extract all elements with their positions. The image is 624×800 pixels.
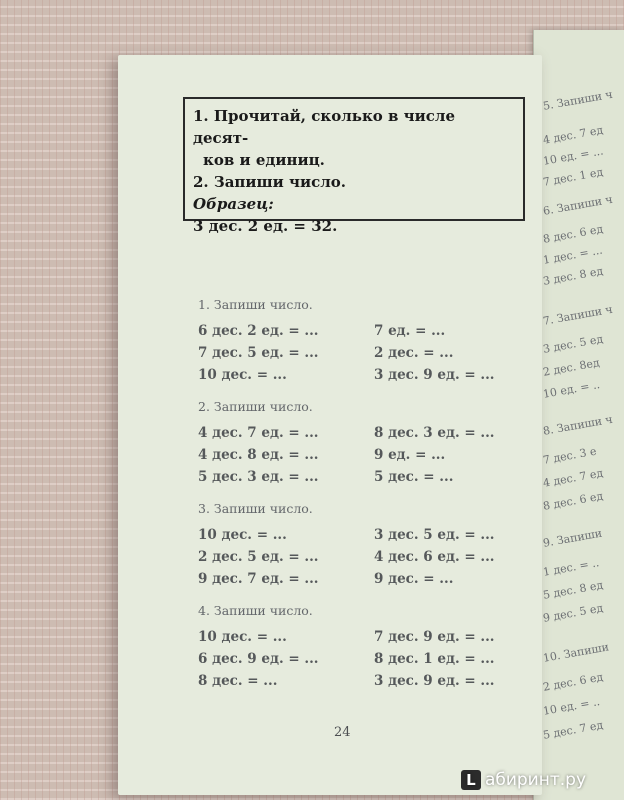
next-page-text: 10. Запиши bbox=[542, 640, 610, 665]
instruction-box bbox=[183, 97, 525, 235]
exercise-item: 6 дес. 2 ед. = ... bbox=[198, 323, 319, 339]
exercise-item: 8 дес. 1 ед. = ... bbox=[374, 651, 495, 667]
next-page-text: 7 дес. 3 е bbox=[542, 444, 598, 467]
next-page-text: 9. Запиши bbox=[542, 526, 603, 550]
labirint-logo-icon: L bbox=[461, 770, 481, 790]
exercises bbox=[198, 296, 518, 704]
instruction-line: 1. Прочитай, сколько в числе десят- bbox=[193, 107, 456, 147]
exercise-item: 3 дес. 9 ед. = ... bbox=[374, 673, 495, 689]
next-page-text: 10 ед. = ... bbox=[542, 144, 605, 168]
next-page-text: 4 дес. 7 ед bbox=[542, 123, 605, 147]
watermark bbox=[461, 770, 586, 790]
next-page-text: 10 ед. = .. bbox=[542, 695, 601, 718]
next-page-text: 4 дес. 7 ед bbox=[542, 466, 605, 490]
exercise-grid bbox=[198, 626, 518, 692]
next-page-text: 1 дес. = ... bbox=[542, 243, 604, 267]
exercise-item: 4 дес. 7 ед. = ... bbox=[198, 425, 319, 441]
next-page-text: 7 дес. 1 ед bbox=[542, 165, 605, 189]
exercise-item: 5 дес. = ... bbox=[374, 469, 454, 485]
next-page-text: 5 дес. 7 ед bbox=[542, 718, 605, 742]
next-page-text: 8 дес. 6 ед bbox=[542, 489, 605, 513]
exercise-item: 3 дес. 9 ед. = ... bbox=[374, 367, 495, 383]
exercise-item: 10 дес. = ... bbox=[198, 367, 287, 383]
page-number: 24 bbox=[334, 725, 351, 740]
exercise-item: 2 дес. = ... bbox=[374, 345, 454, 361]
exercise-item: 10 дес. = ... bbox=[198, 629, 287, 645]
watermark-text: абиринт.ру bbox=[484, 770, 586, 790]
exercise-title: 1. Запиши число. bbox=[198, 297, 313, 312]
next-page-text: 9 дес. 5 ед bbox=[542, 601, 605, 625]
exercise-grid bbox=[198, 422, 518, 488]
exercise-item: 9 дес. = ... bbox=[374, 571, 454, 587]
next-page-text: 7. Запиши ч bbox=[542, 302, 614, 328]
exercise-item: 4 дес. 8 ед. = ... bbox=[198, 447, 319, 463]
exercise-item: 4 дес. 6 ед. = ... bbox=[374, 549, 495, 565]
exercise-item: 8 дес. = ... bbox=[198, 673, 278, 689]
exercise-item: 7 дес. 9 ед. = ... bbox=[374, 629, 495, 645]
exercise-item: 8 дес. 3 ед. = ... bbox=[374, 425, 495, 441]
next-page-text: 8 дес. 6 ед bbox=[542, 222, 605, 246]
exercise-item: 5 дес. 3 ед. = ... bbox=[198, 469, 319, 485]
exercise-item: 7 дес. 5 ед. = ... bbox=[198, 345, 319, 361]
next-page-text: 10 ед. = .. bbox=[542, 378, 601, 401]
exercise-item: 10 дес. = ... bbox=[198, 527, 287, 543]
next-page-text: 3 дес. 8 ед bbox=[542, 264, 605, 288]
exercise-grid bbox=[198, 524, 518, 590]
next-page-text: 1 дес. = .. bbox=[542, 556, 601, 579]
next-page-text: 3 дес. 5 ед bbox=[542, 332, 605, 356]
exercise-title: 3. Запиши число. bbox=[198, 501, 313, 516]
instruction-line: 2. Запиши число. bbox=[193, 173, 347, 191]
example-text: 3 дес. 2 ед. = 32. bbox=[193, 217, 338, 235]
exercise-title: 2. Запиши число. bbox=[198, 399, 313, 414]
exercise-item: 2 дес. 5 ед. = ... bbox=[198, 549, 319, 565]
next-page-text: 8. Запиши ч bbox=[542, 412, 614, 438]
next-page-text: 5 дес. 8 ед bbox=[542, 578, 605, 602]
exercise-item: 7 ед. = ... bbox=[374, 323, 446, 339]
instruction-line: ков и единиц. bbox=[203, 151, 325, 169]
next-page-text: 5. Запиши ч bbox=[542, 87, 614, 113]
example-label: Образец: bbox=[193, 195, 274, 213]
next-page bbox=[533, 30, 624, 800]
exercise-item: 9 дес. 7 ед. = ... bbox=[198, 571, 319, 587]
exercise-grid bbox=[198, 320, 518, 386]
exercise-item: 9 ед. = ... bbox=[374, 447, 446, 463]
next-page-text: 2 дес. 8ед bbox=[542, 356, 601, 379]
exercise-item: 6 дес. 9 ед. = ... bbox=[198, 651, 319, 667]
exercise-title: 4. Запиши число. bbox=[198, 603, 313, 618]
next-page-text: 6. Запиши ч bbox=[542, 192, 614, 218]
exercise-item: 3 дес. 5 ед. = ... bbox=[374, 527, 495, 543]
next-page-text: 2 дес. 6 ед bbox=[542, 670, 605, 694]
